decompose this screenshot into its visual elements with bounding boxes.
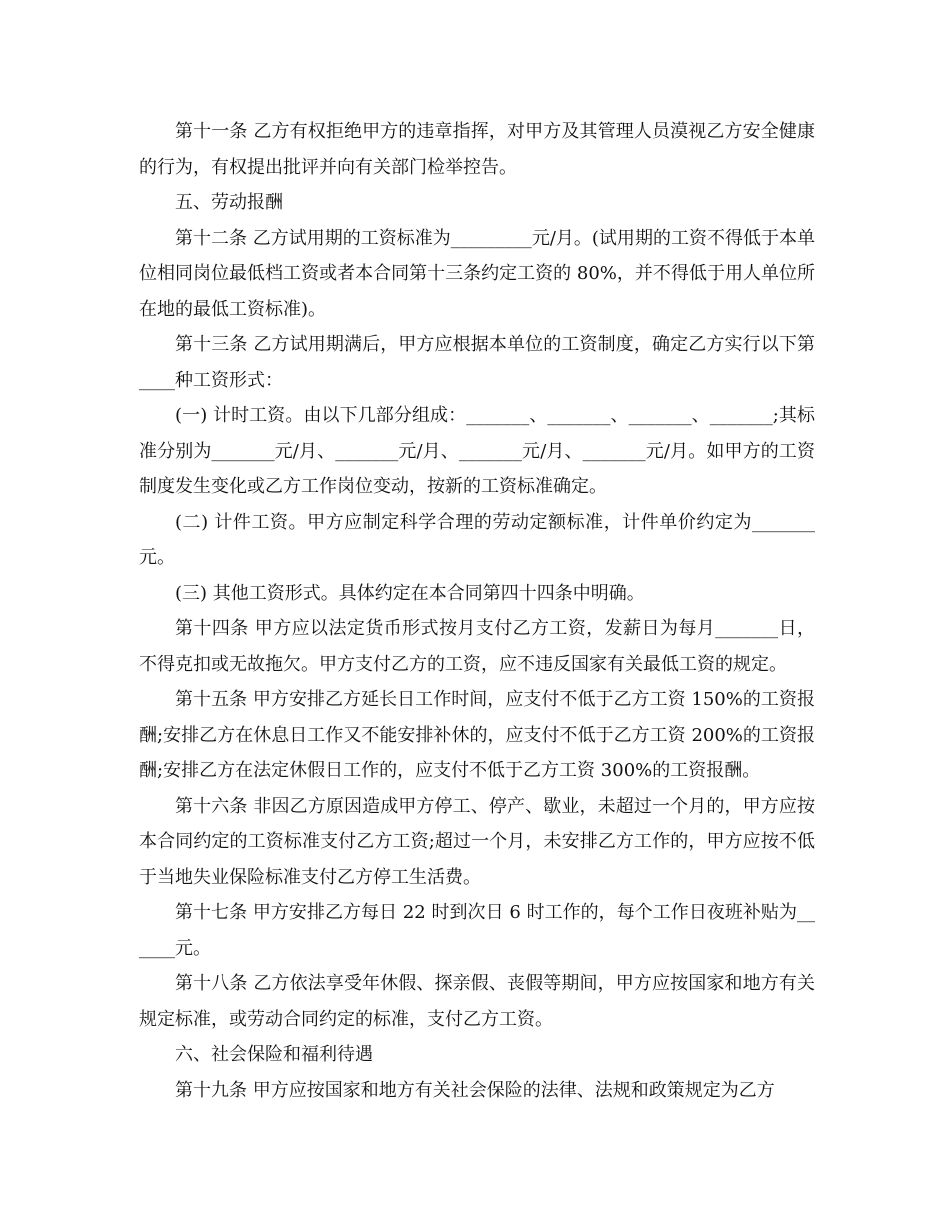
article-13: 第十三条 乙方试用期满后，甲方应根据本单位的工资制度，确定乙方实行以下第____种工资形式：: [139, 334, 815, 391]
section-6-heading: 六、社会保险和福利待遇: [175, 1044, 373, 1065]
article-12: 第十二条 乙方试用期的工资标准为_________元/月。(试用期的工资不得低于本单位相同岗位最低档工资或者本合同第十三条约定工资的 80%，并不得低于用人单位所在地的最低工资标准)。: [139, 227, 815, 320]
article-19: 第十九条 甲方应按国家和地方有关社会保险的法律、法规和政策规定为乙方: [175, 1079, 775, 1101]
document-page: [139, 114, 815, 1108]
article-18: 第十八条 乙方依法享受年休假、探亲假、丧假等期间，甲方应按国家和地方有关规定标准，或劳动合同约定的标准，支付乙方工资。: [139, 973, 815, 1030]
article-13-item-3: (三) 其他工资形式。具体约定在本合同第四十四条中明确。: [175, 582, 645, 604]
article-14: 第十四条 甲方应以法定货币形式按月支付乙方工资，发薪日为每月_______日，不得克扣或无故拖欠。甲方支付乙方的工资，应不违反国家有关最低工资的规定。: [139, 618, 815, 675]
article-13-item-2: (二) 计件工资。甲方应制定科学合理的劳动定额标准，计件单价约定为_______元。: [139, 511, 815, 568]
section-5-heading: 五、劳动报酬: [175, 192, 283, 213]
article-17: 第十七条 甲方安排乙方每日 22 时到次日 6 时工作的，每个工作日夜班补贴为______元。: [139, 902, 815, 959]
article-11: 第十一条 乙方有权拒绝甲方的违章指挥，对甲方及其管理人员漠视乙方安全健康的行为，有权提出批评并向有关部门检举控告。: [139, 121, 815, 178]
article-13-item-1: (一) 计时工资。由以下几部分组成：_______、_______、_______、_______;其标准分别为_______元/月、_______元/月、_______元/月、_______元/月。如甲方的工资制度发生变化或乙方工作岗位变动，按新的工资标准确定。: [139, 405, 815, 497]
article-15: 第十五条 甲方安排乙方延长日工作时间，应支付不低于乙方工资 150%的工资报酬;安排乙方在休息日工作又不能安排补休的，应支付不低于乙方工资 200%的工资报酬;安排乙方在法定休假日工作的，应支付不低于乙方工资 300%的工资报酬。: [139, 689, 815, 781]
article-16: 第十六条 非因乙方原因造成甲方停工、停产、歇业，未超过一个月的，甲方应按本合同约定的工资标准支付乙方工资;超过一个月，未安排乙方工作的，甲方应按不低于当地失业保险标准支付乙方停工生活费。: [139, 795, 815, 888]
